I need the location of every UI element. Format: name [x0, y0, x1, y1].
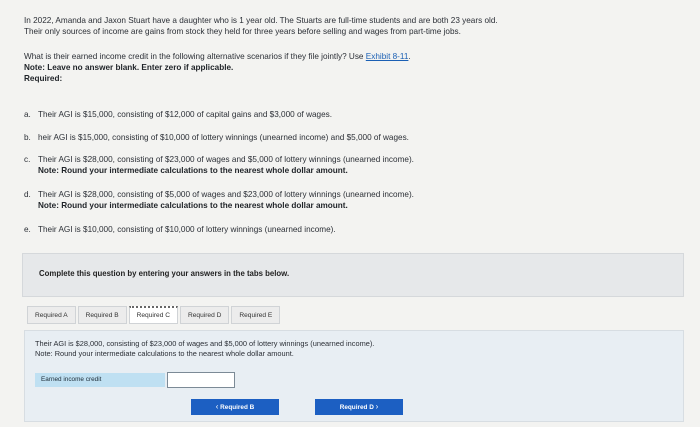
tab-content: [24, 330, 684, 422]
list-item: [24, 225, 674, 236]
intro: [24, 16, 684, 38]
item-label: b.: [24, 133, 31, 142]
tab-required-e[interactable]: Required E: [231, 306, 280, 324]
content-question: Their AGI is $28,000, consisting of $23,000 of wages and $5,000 of lottery winnings (unearned income).: [35, 339, 375, 348]
tab-required-d[interactable]: Required D: [180, 306, 229, 324]
required-heading: Required:: [24, 73, 63, 83]
item-text: Their AGI is $28,000, consisting of $5,000 of wages and $23,000 of lottery winnings (unearned income).: [38, 190, 414, 199]
intro-line-1: In 2022, Amanda and Jaxon Stuart have a daughter who is 1 year old. The Stuarts are full-time students and are both 23 years old.: [24, 16, 498, 25]
item-text: Their AGI is $10,000, consisting of $10,000 of lottery winnings (unearned income).: [38, 225, 336, 234]
list-item: [24, 190, 674, 212]
list-item: [24, 133, 674, 144]
exhibit-link[interactable]: Exhibit 8-11: [365, 52, 409, 61]
instruction-panel: [22, 253, 684, 297]
question-block: [24, 52, 684, 84]
item-text: Their AGI is $28,000, consisting of $23,000 of wages and $5,000 of lottery winnings (unearned income).: [38, 155, 414, 164]
item-label: c.: [24, 155, 31, 164]
item-text: heir AGI is $15,000, consisting of $10,000 of lottery winnings (unearned income) and $5,000 of wages.: [38, 133, 409, 142]
answer-label: Earned income credit: [35, 373, 165, 387]
item-label: a.: [24, 110, 31, 119]
prev-button[interactable]: [191, 399, 279, 415]
chevron-left-icon: ‹: [215, 402, 219, 411]
tab-required-b[interactable]: Required B: [78, 306, 127, 324]
intro-line-2: Their only sources of income are gains from stock they held for three years before selling and wages from part-time jobs.: [24, 26, 461, 36]
question-text: What is their earned income credit in the following alternative scenarios if they file jointly? Use Exhibit 8-11.: [24, 52, 411, 61]
next-button-label: Required D: [339, 404, 374, 411]
tab-required-a[interactable]: Required A: [27, 306, 76, 324]
item-label: e.: [24, 225, 31, 234]
next-button[interactable]: [315, 399, 403, 415]
chevron-right-icon: ›: [375, 402, 379, 411]
list-item: [24, 110, 674, 121]
question-note: Note: Leave no answer blank. Enter zero if applicable.: [24, 62, 234, 72]
prev-button-label: Required B: [220, 404, 255, 411]
item-note: Note: Round your intermediate calculations to the nearest whole dollar amount.: [38, 200, 348, 210]
earned-income-credit-input[interactable]: [167, 372, 235, 388]
item-note: Note: Round your intermediate calculations to the nearest whole dollar amount.: [38, 165, 348, 175]
tab-bar: [27, 306, 282, 326]
instruction-text: Complete this question by entering your answers in the tabs below.: [39, 269, 290, 278]
item-text: Their AGI is $15,000, consisting of $12,000 of capital gains and $3,000 of wages.: [38, 110, 333, 119]
content-note: Note: Round your intermediate calculations to the nearest whole dollar amount.: [35, 349, 294, 358]
item-label: d.: [24, 190, 31, 199]
tab-required-c[interactable]: Required C: [129, 306, 178, 324]
list-item: [24, 155, 674, 177]
